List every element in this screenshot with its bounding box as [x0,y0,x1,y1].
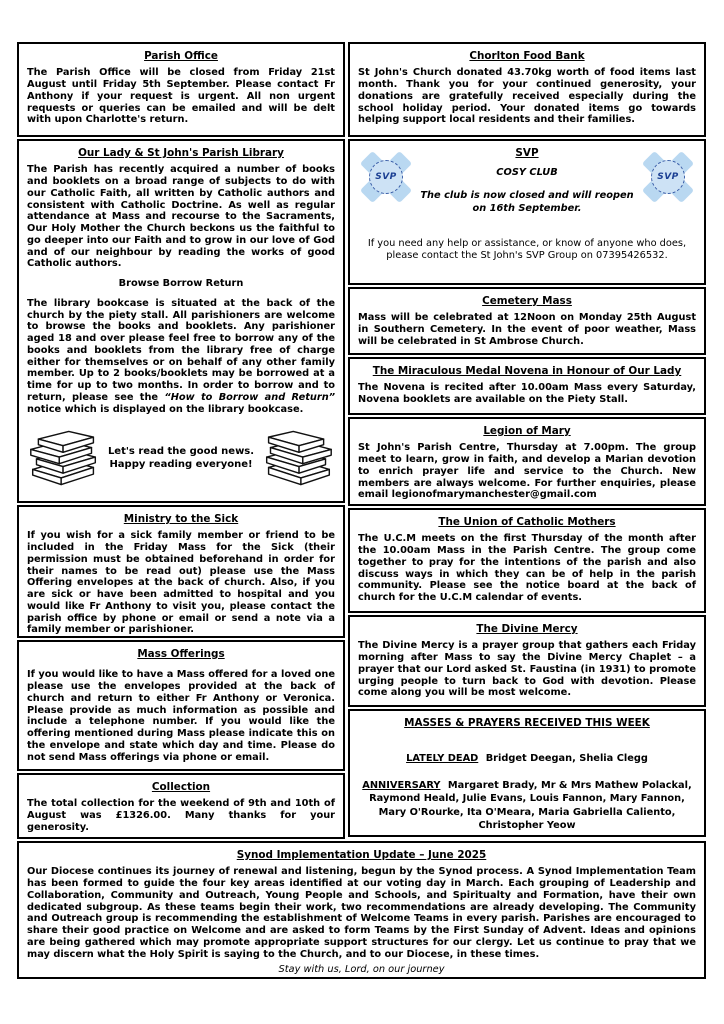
novena-section [348,357,706,415]
anniversary-line [358,779,696,832]
food-bank-body: St John's Church donated 43.70kg worth of food items last month. Thank you for your continued generosity, your donations are gratefully received especially during the school holiday period. Your donated items go towards helping support local residents and their families. [358,67,696,126]
synod-update-body: Our Diocese continues its journey of renewal and listening, begun by the Synod process. A Synod Implementation Team has been formed to guide the four key areas identified at our voting day in March. Each grouping of Leadership and Collaboration, Community and Outreach, Young People and Schools, and Spiritualty and Formation, have their own dedicated subgroup. As these teams begin their work, two recommendations are already developing. The Community and Outreach group is recommending the establishment of Welcome Teams in every parish. Parishes are encouraged to share their good practice on Welcome and are asked to form Teams by the First Sunday of Advent. Ideas and opinions are being gathered which may promote appropriate support structures for our clergy. Let us continue to pray that we may discern what the Holy Spirit is saying to the Church, and to our Diocese, in these times. [27,866,696,960]
legion-of-mary-section [348,417,706,506]
synod-update-title: Synod Implementation Update – June 2025 [236,849,487,861]
anniversary-names: Margaret Brady, Mr & Mrs Mathew Polackal, Raymond Heald, Julie Evans, Louis Fannon, Mary Fannon, Mary O'Rourke, Ita O'Meara, Maria Gabriella Caliento, Christopher Yeow [369,780,692,831]
parish-office-title: Parish Office [144,50,218,62]
reading-caption-line2: Happy reading everyone! [109,459,253,471]
anniversary-label: ANNIVERSARY [362,780,441,792]
food-bank-section [348,42,706,137]
parish-library-section [17,139,345,503]
cemetery-mass-section [348,287,706,355]
library-borrow-body: The library bookcase is situated at the back of the church by the piety stall. All parishioners are welcome to browse the books and booklets. Any parishioner aged 18 and over please feel free to borrow any of the books and booklets from the library free of charge either for themselves or on behalf of any other family member. Up to 2 books/booklets may be borrowed at a time for up to two months. In order to borrow and to return, please see the “How to Borrow and Return” notice which is displayed on the library bookcase. [27,297,335,415]
svp-logo-text: SVP [375,171,397,182]
svp-logo-text: SVP [657,171,679,182]
cosy-club-label: COSY CLUB [496,167,558,179]
svp-section [348,139,706,285]
union-catholic-mothers-body: The U.C.M meets on the first Thursday of the month after the 10.00am Mass in the Parish Centre. The group come together to pray for the intentions of the parish and also discuss ways in which they can be of help in the parish community. Please see the notice board at the back of church for the U.C.M calendar of events. [358,533,696,604]
collection-title: Collection [151,781,211,793]
parish-office-section [17,42,345,137]
synod-update-section [17,841,706,979]
lately-dead-names: Bridget Deegan, Shelia Clegg [485,753,648,765]
parish-library-body: The Parish has recently acquired a number of books and booklets on a broad range of subjects to do with our Catholic Faith, all written by Catholic authors and consistent with Catholic Doctrine. As well as regular attendance at Mass and recourse to the Sacraments, Our Holy Mother the Church beckons us the faithful to go deeper into our Faith and to grow in our love of God and of our neighbour by reading the works of good Catholic authors. [27,164,335,270]
reading-caption-line1: Let's read the good news. [107,446,255,458]
novena-title: The Miraculous Medal Novena in Honour of Our Lady [372,365,682,377]
cemetery-mass-body: Mass will be celebrated at 12Noon on Monday 25th August in Southern Cemetery. In the event of poor weather, Mass will be celebrated in St Ambrose Church. [358,312,696,347]
svp-help-contact: If you need any help or assistance, or know of anyone who does, please contact the St John's SVP Group on 07395426532. [367,237,687,262]
stack-of-books-icon [261,427,335,489]
svp-closed-notice: The club is now closed and will reopen on 16th September. [420,190,634,215]
stack-of-books-icon [27,427,101,489]
mass-offerings-section [17,640,345,771]
ministry-to-the-sick-title: Ministry to the Sick [123,513,239,525]
mass-offerings-body: If you would like to have a Mass offered for a loved one please use the envelopes provided at the back of church and return to either Fr Anthony or Veronica. Please provide as much information as possible and include a telephone number. If you would like the offering mentioned during Mass please indicate this on the envelope and state which day and time. Please do not send Mass offerings via phone or email. [27,669,335,763]
union-catholic-mothers-section [348,508,706,613]
divine-mercy-body: The Divine Mercy is a prayer group that gathers each Friday morning after Mass to say the Divine Mercy Chaplet – a prayer that our Lord asked St. Faustina (in 1931) to promote urging people to turn back to God with devotion. Please come along you will be most welcome. [358,640,696,699]
collection-body: The total collection for the weekend of 9th and 10th of August was £1326.00. Many thanks for your generosity. [27,798,335,833]
mass-offerings-title: Mass Offerings [137,648,225,660]
ministry-to-the-sick-body: If you wish for a sick family member or friend to be included in the Friday Mass for the Sick (their permission must be obtained beforehand in order for their names to be read out) please use the Mass Offering envelopes at the back of church. Also, if you are sick or have been admitted to hospital and you would like Fr Anthony to visit you, please contact the parish office by phone or email or send a note via a family member or parishioner. [27,530,335,636]
left-column [17,42,345,839]
two-column-layout [17,42,706,839]
parish-office-body: The Parish Office will be closed from Friday 21st August until Friday 5th September. Please contact Fr Anthony if your request is urgent. All non urgent requests or queries can be emailed and will be delt with upon Charlotte's return. [27,67,335,126]
svp-cross-logo-icon [640,149,696,205]
how-to-borrow-notice-name: “How to Borrow and Return” [164,391,335,403]
ministry-to-the-sick-section [17,505,345,638]
novena-body: The Novena is recited after 10.00am Mass every Saturday, Novena booklets are available on the Piety Stall. [358,382,696,406]
legion-of-mary-body: St John's Parish Centre, Thursday at 7.00pm. The group meet to learn, grow in faith, and develop a Marian devotion to enrich prayer life and service to the Church. New members are always welcome. For further enquiries, please email legionofmarymanchester@gmail.com [358,442,696,501]
divine-mercy-section [348,615,706,707]
food-bank-title: Chorlton Food Bank [469,50,585,62]
legion-of-mary-title: Legion of Mary [483,425,571,437]
right-column [348,42,706,837]
lately-dead-label: LATELY DEAD [406,753,479,765]
svp-title: SVP [515,147,539,159]
synod-closing-prayer: Stay with us, Lord, on our journey [278,964,445,976]
divine-mercy-title: The Divine Mercy [476,623,578,635]
masses-prayers-title: MASSES & PRAYERS RECEIVED THIS WEEK [404,717,650,729]
collection-section [17,773,345,839]
parish-library-title: Our Lady & St John's Parish Library [78,147,284,159]
union-catholic-mothers-title: The Union of Catholic Mothers [438,516,616,528]
browse-borrow-return-subheading: Browse Borrow Return [118,278,244,290]
lately-dead-line [358,753,696,765]
books-caption-row [27,427,335,489]
svp-cross-logo-icon [358,149,414,205]
reading-caption [101,445,261,471]
masses-prayers-section [348,709,706,837]
cemetery-mass-title: Cemetery Mass [482,295,572,307]
